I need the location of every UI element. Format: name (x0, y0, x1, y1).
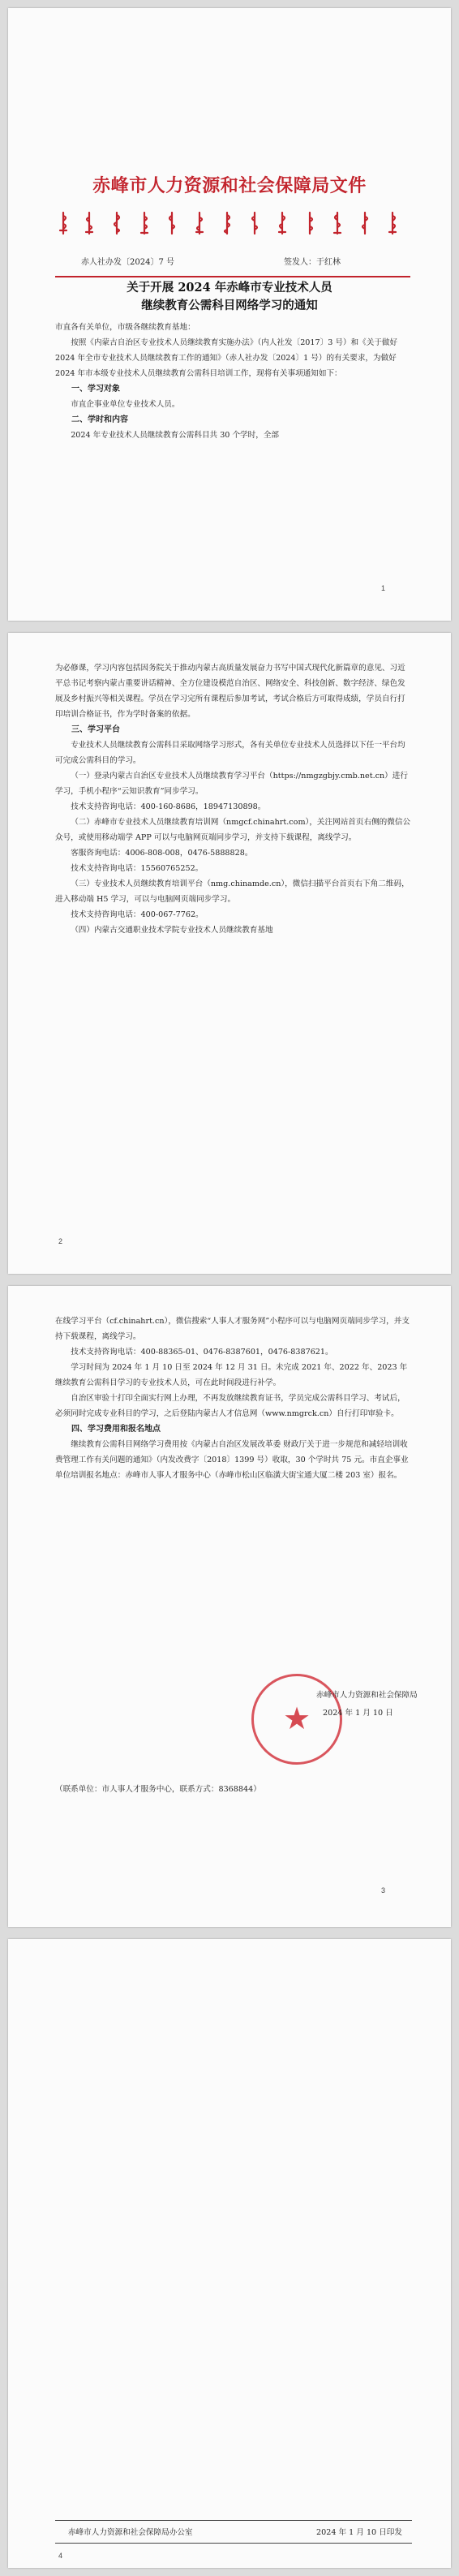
platform-2-text: （二）赤峰市专业技术人员继续教育培训网（nmgcf.chinahrt.com），关注网站首页右侧的微信公众号，或使用移动端学 APP 可以与电脑网页端同步学习，并支持下载课程，离线学习。 (55, 818, 411, 842)
footer-office: 赤峰市人力资源和社会保障局办公室 (68, 2528, 193, 2537)
notice-title-line-1: 关于开展 2024 年赤峰市专业技术人员 (127, 281, 332, 295)
page2-body (55, 660, 412, 938)
official-seal-icon (251, 1674, 342, 1765)
exam-paragraph: 自治区审验十打印全面实行网上办理，不再发放继续教育证书，学员完成公需科目学习、考试后，必须同时完成专业科目的学习，之后登陆内蒙古人才信息网（www.nmgrck.cn）自行打印审验卡。 (55, 1394, 405, 1418)
platform-4-continuation: 在线学习平台（cf.chinahrt.cn），微信搜索“人事人才服务网”小程序可以与电脑网页端同步学习，并支持下载课程，离线学习。 (55, 1317, 410, 1341)
platform-3-text: （三）专业技术人员继续教育培训平台（nmg.chinamde.cn），微信扫描平台首页右下角二维码，进入移动端 H5 学习，可以与电脑网页端同步学习。 (55, 879, 410, 904)
section-2-text: 2024 年专业技术人员继续教育公需科目共 30 个学时，全部 (71, 431, 280, 440)
notice-title-line-2: 继续教育公需科目网络学习的通知 (141, 299, 318, 312)
section-3-intro: 专业技术人员继续教育公需科目采取网络学习形式，各有关单位专业技术人员选择以下任一平台均可完成公需科目的学习。 (55, 741, 405, 765)
page-number: 1 (381, 584, 386, 592)
page-number: 4 (58, 2552, 63, 2560)
print-footer (68, 2526, 402, 2537)
seal-star-icon: ★ (282, 1701, 311, 1736)
issuing-organization: 赤峰市人力资源和社会保障局 (316, 1691, 418, 1700)
page-number: 2 (58, 1237, 63, 1245)
platform-1-phone: 技术支持咨询电话：400-160-8686，18947130898。 (71, 802, 266, 811)
section-4-heading: 四、学习费用和报名地点 (71, 1425, 161, 1434)
section-1-text: 市直企事业单位专业技术人员。 (71, 400, 180, 409)
section-1-heading: 一、学习对象 (71, 385, 120, 393)
mongolian-script-header (57, 209, 410, 237)
section-2-continuation: 为必修课，学习内容包括因务院关于推动内蒙古高质量发展奋力书写中国式现代化新篇章的意见、习近平总书记考察内蒙古重要讲话精神、全方位建设模范自治区、网络安全、科技创新、数字经济、绿色发展及乡村振兴等相关课程。学员在学习完所有课程后参加考试，考试合格后方可取得成绩，学员自行打印培训合格证书，作为学时备案的依据。 (55, 664, 405, 719)
platform-2-phone-1: 客服咨询电话：4006-808-008，0476-5888828。 (71, 849, 253, 858)
addressee: 市直各有关单位，市级各继续教育基地： (55, 323, 195, 332)
page-1 (8, 8, 451, 621)
platform-3-phone: 技术支持咨询电话：400-067-7762。 (71, 910, 204, 919)
study-time-paragraph: 学习时间为 2024 年 1 月 10 日至 2024 年 12 月 31 日。未完成 2021 年、2022 年、2023 年继续教育公需科目学习的专业技术人员，可在此时间段进行补学。 (55, 1363, 408, 1387)
section-4-text: 继续教育公需科目网络学习费用按《内蒙古自治区发展改革委 财政厅关于进一步规范和减轻培训收费管理工作有关问题的通知》（内发改费字〔2018〕1399 号）收取，30 个学时共 75 元。市直企事业单位培训报名地点：赤峰市人事人才服务中心（赤峰市松山区临潢大街宝通大厦二楼 203 室）报名。 (55, 1440, 409, 1480)
page-4 (8, 1939, 451, 2568)
page-2 (8, 633, 451, 1274)
page1-body (55, 320, 412, 443)
issue-date: 2024 年 1 月 10 日 (323, 1709, 393, 1718)
section-3-heading: 三、学习平台 (71, 725, 120, 734)
page-3 (8, 1286, 451, 1927)
platform-4-text: （四）内蒙古交通职业技术学院专业技术人员继续教育基地 (71, 926, 273, 935)
notice-title (8, 279, 451, 315)
footer-top-line (55, 2520, 412, 2521)
platform-2-phone-2: 技术支持咨询电话：15560765252。 (71, 864, 204, 873)
contact-info: （联系单位：市人事人才服务中心，联系方式：8368844） (55, 1785, 261, 1794)
page3-body (55, 1314, 412, 1483)
footer-date: 2024 年 1 月 10 日印发 (316, 2528, 402, 2537)
signer: 签发人：于红林 (284, 258, 341, 267)
page-number: 3 (381, 1886, 386, 1894)
platform-4-phone: 技术支持咨询电话：400-88365-01、0476-8387601，0476-8387621。 (71, 1348, 333, 1357)
section-2-heading: 二、学时和内容 (71, 415, 128, 424)
platform-1-text: （一）登录内蒙古自治区专业技术人员继续教育学习平台（https://nmgzgbjy.cmb.net.cn）进行学习，手机小程序“云知识教育”同步学习。 (55, 772, 408, 796)
red-divider-line (55, 276, 410, 277)
document-header-title: 赤峰市人力资源和社会保障局文件 (92, 175, 367, 196)
intro-paragraph: 按照《内蒙古自治区专业技术人员继续教育实施办法》（内人社发〔2017〕3 号）和《关于做好 2024 年全市专业技术人员继续教育工作的通知》（赤人社办发〔2024〕1 号）的有关要求，为做好 2024 年市本级专业技术人员继续教育公需科目培训工作，现将有关事项通知如下： (55, 338, 398, 378)
footer-bottom-line (55, 2543, 412, 2544)
document-number: 赤人社办发〔2024〕7 号 (81, 258, 174, 267)
